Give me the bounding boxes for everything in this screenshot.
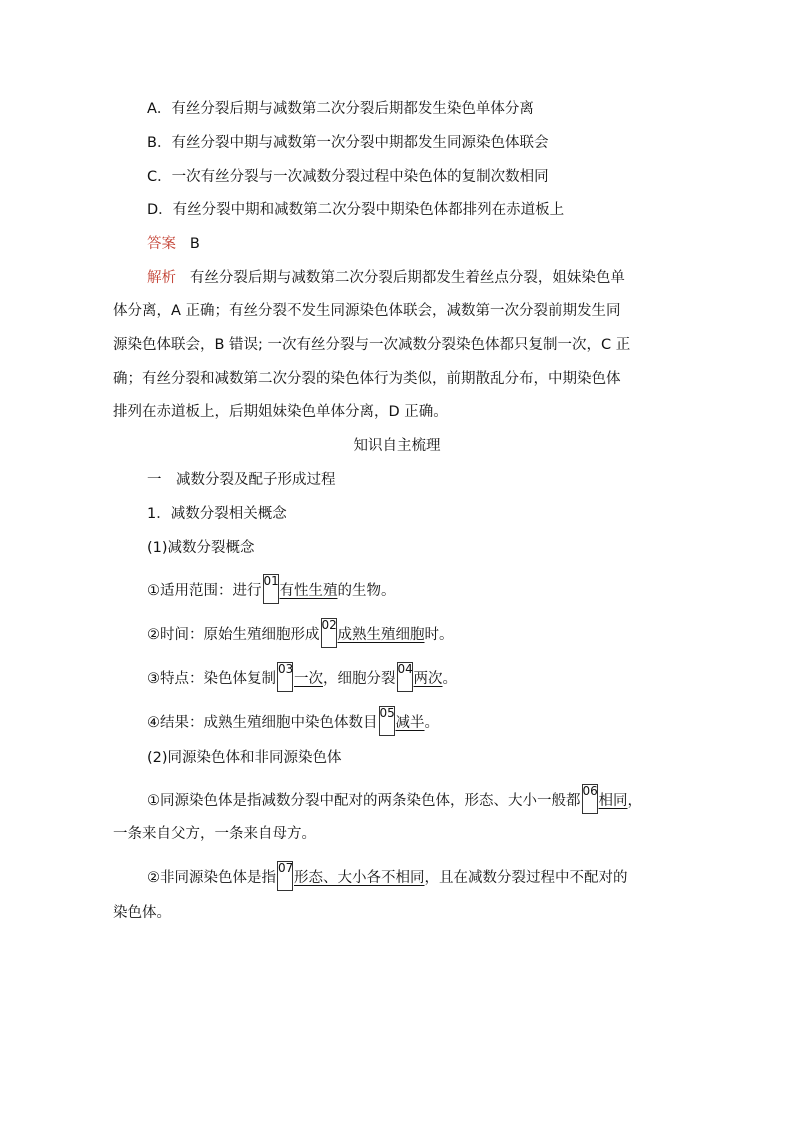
item-text: ，且在减数分裂过程中不配对的 (424, 870, 628, 886)
item-text: ②时间：原始生殖细胞形成 (147, 627, 320, 643)
analysis-line-4: 确；有丝分裂和减数第二次分裂的染色体行为类似，前期散乱分布，中期染色体 (113, 371, 621, 387)
answer-value: B (189, 236, 200, 252)
fill-answer: 两次 (413, 671, 443, 687)
fill-answer: 成熟生殖细胞 (337, 627, 425, 643)
item-text: ①同源染色体是指减数分裂中配对的两条染色体，形态、大小一般都 (147, 793, 581, 809)
analysis-line-2: 体分离，A 正确；有丝分裂不发生同源染色体联会，减数第一次分裂前期发生同 (113, 303, 621, 319)
item-time (147, 618, 454, 648)
item-nonhomologous (147, 861, 628, 891)
item-nonhomologous-cont: 染色体。 (113, 905, 171, 921)
blank-number: 07 (278, 861, 294, 875)
analysis-line-3: 源染色体联会，B 错误; 一次有丝分裂与一次减数分裂染色体都只复制一次，C 正 (113, 337, 631, 353)
blank-number: 04 (397, 662, 413, 676)
analysis-text-1: 有丝分裂后期与减数第二次分裂后期都发生着丝点分裂，姐妹染色单 (189, 270, 625, 286)
sub-heading-1: (1)减数分裂概念 (147, 540, 255, 556)
item-text: ，细胞分裂 (323, 671, 396, 687)
item-text: 的生物。 (337, 583, 396, 599)
fill-answer: 相同 (598, 793, 628, 809)
blank-box (379, 706, 395, 736)
blank-number: 01 (263, 574, 279, 588)
option-a: A．有丝分裂后期与减数第二次分裂后期都发生染色单体分离 (147, 101, 534, 117)
blank-box (277, 861, 293, 891)
fill-answer: 形态、大小各不相同 (294, 870, 425, 886)
blank-number: 02 (321, 618, 337, 632)
item-homologous (147, 784, 642, 814)
blank-number: 03 (278, 662, 294, 676)
option-d: D．有丝分裂中期和减数第二次分裂中期染色体都排列在赤道板上 (147, 202, 565, 218)
analysis-line-5: 排列在赤道板上，后期姐妹染色单体分离，D 正确。 (113, 404, 448, 420)
analysis-line-1 (147, 268, 625, 288)
item-homologous-cont: 一条来自父方，一条来自母方。 (113, 826, 316, 842)
item-text: ②非同源染色体是指 (147, 870, 276, 886)
answer-line (147, 234, 200, 254)
item-feature (147, 662, 457, 692)
heading-2: 1．减数分裂相关概念 (147, 506, 287, 522)
item-text: 。 (424, 715, 439, 731)
blank-box (277, 662, 293, 692)
item-result (147, 706, 439, 736)
section-title: 知识自主梳理 (353, 438, 441, 454)
fill-answer: 减半 (395, 715, 425, 731)
heading-1: 一 减数分裂及配子形成过程 (147, 472, 336, 488)
blank-number: 05 (379, 706, 395, 720)
analysis-label: 解析 (147, 270, 176, 286)
blank-box (263, 574, 279, 604)
item-text: 。 (442, 671, 457, 687)
blank-number: 06 (582, 784, 598, 798)
item-text: ④结果：成熟生殖细胞中染色体数目 (147, 715, 378, 731)
fill-answer: 有性生殖 (279, 583, 338, 599)
sub-heading-2: (2)同源染色体和非同源染色体 (147, 750, 342, 766)
item-scope (147, 574, 396, 604)
answer-label: 答案 (147, 236, 176, 252)
blank-box (397, 662, 413, 692)
option-b: B．有丝分裂中期与减数第一次分裂中期都发生同源染色体联会 (147, 135, 549, 151)
item-text: 时。 (424, 627, 454, 643)
blank-box (582, 784, 598, 814)
fill-answer: 一次 (294, 671, 323, 687)
option-c: C．一次有丝分裂与一次减数分裂过程中染色体的复制次数相同 (147, 169, 549, 185)
item-text: ③特点：染色体复制 (147, 671, 276, 687)
item-text: ， (627, 793, 642, 809)
blank-box (321, 618, 337, 648)
item-text: ①适用范围：进行 (147, 583, 262, 599)
